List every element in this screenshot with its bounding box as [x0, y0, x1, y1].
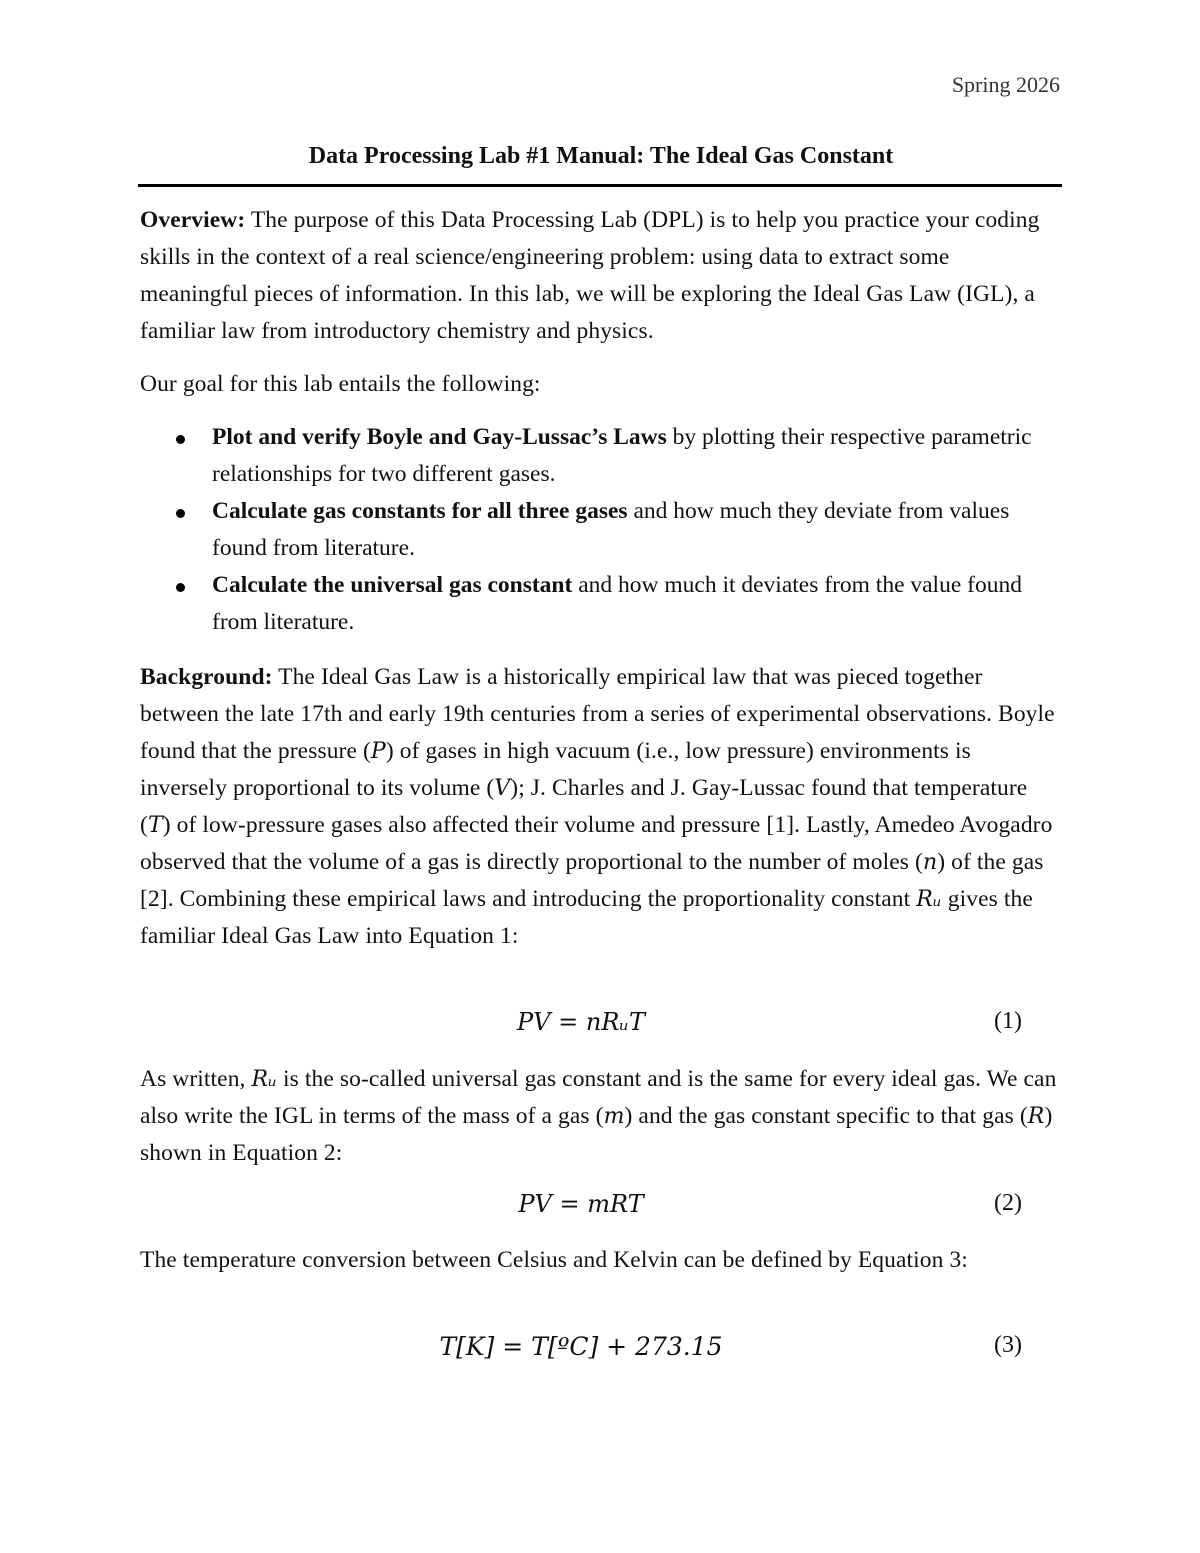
paragraph-text: ) and the gas constant specific to that gas (	[624, 1103, 1028, 1129]
variable-n: n	[922, 850, 938, 875]
paragraph-text: ) shown in Equation 2:	[140, 1103, 1053, 1166]
equation-expression: PV = nRᵤT	[517, 1008, 645, 1036]
background-text: The Ideal Gas Law is a historically empirical law that was pieced together between the late 17th and early 19th centuries from a series of experimental observations. Boyle found that the pressure (	[140, 664, 1055, 764]
background-paragraph	[140, 659, 1062, 955]
equation-number: (1)	[994, 1008, 1022, 1034]
goal-bold: Calculate the universal gas constant	[212, 572, 573, 598]
goal-bold: Plot and verify Boyle and Gay-Lussac’s Laws	[212, 424, 667, 450]
variable-V: V	[494, 776, 511, 801]
goal-text: and how much they deviate from values found from literature.	[212, 498, 1010, 561]
overview-text: The purpose of this Data Processing Lab (DPL) is to help you practice your coding skills in the context of a real science/engineering problem: using data to extract some meaningful pieces of information. In this lab, we will be exploring the Ideal Gas Law (IGL), a familiar law from introductory chemistry and physics.	[140, 207, 1040, 344]
variable-T: T	[147, 813, 163, 838]
paragraph-text: As written,	[140, 1066, 252, 1092]
bullet-icon	[176, 509, 185, 518]
temperature-paragraph: The temperature conversion between Celsius and Kelvin can be defined by Equation 3:	[140, 1247, 968, 1273]
list-item	[140, 419, 1062, 493]
variable-P: P	[370, 739, 386, 764]
goal-text: by plotting their respective parametric relationships for two different gases.	[212, 424, 1032, 487]
background-text: ) of low-pressure gases also affected their volume and pressure [1]. Lastly, Amedeo Avogadro observed that the volume of a gas is directly proportional to the number of moles (	[140, 812, 1053, 875]
equation-expression: PV = mRT	[518, 1190, 644, 1218]
goal-text: and how much it deviates from the value found from literature.	[212, 572, 1022, 635]
list-item	[140, 567, 1062, 641]
list-item	[140, 493, 1062, 567]
paragraph-text: is the so-called universal gas constant and is the same for every ideal gas. We can also write the IGL in terms of the mass of a gas (	[140, 1066, 1057, 1129]
equation-number: (2)	[994, 1190, 1022, 1216]
background-text: ); J. Charles and J. Gay-Lussac found that temperature (	[140, 775, 1028, 838]
document-title: Data Processing Lab #1 Manual: The Ideal Gas Constant	[308, 143, 894, 169]
goal-intro: Our goal for this lab entails the following:	[140, 371, 541, 397]
goal-list	[140, 419, 1062, 641]
background-text: ) of gases in high vacuum (i.e., low pressure) environments is inversely proportional to its volume (	[140, 738, 971, 801]
variable-Ru: Rᵤ	[916, 887, 942, 912]
overview-label: Overview:	[140, 207, 246, 233]
variable-m: m	[603, 1104, 625, 1129]
title-divider	[138, 184, 1062, 187]
background-label: Background:	[140, 664, 273, 690]
background-text: ) of the gas [2]. Combining these empirical laws and introducing the proportionality constant	[140, 849, 1044, 912]
variable-Ru: Rᵤ	[251, 1067, 278, 1092]
equation-expression: T[K] = T[ºC] + 273.15	[439, 1332, 723, 1361]
specific-gas-paragraph	[140, 1061, 1062, 1172]
bullet-icon	[176, 583, 185, 592]
overview-paragraph	[140, 202, 1062, 350]
background-text: gives the familiar Ideal Gas Law into Equation 1:	[140, 886, 1033, 949]
variable-R: R	[1027, 1104, 1045, 1129]
header-term: Spring 2026	[951, 72, 1060, 97]
equation-number: (3)	[994, 1332, 1022, 1358]
goal-bold: Calculate gas constants for all three gases	[212, 498, 628, 524]
bullet-icon	[176, 435, 185, 444]
